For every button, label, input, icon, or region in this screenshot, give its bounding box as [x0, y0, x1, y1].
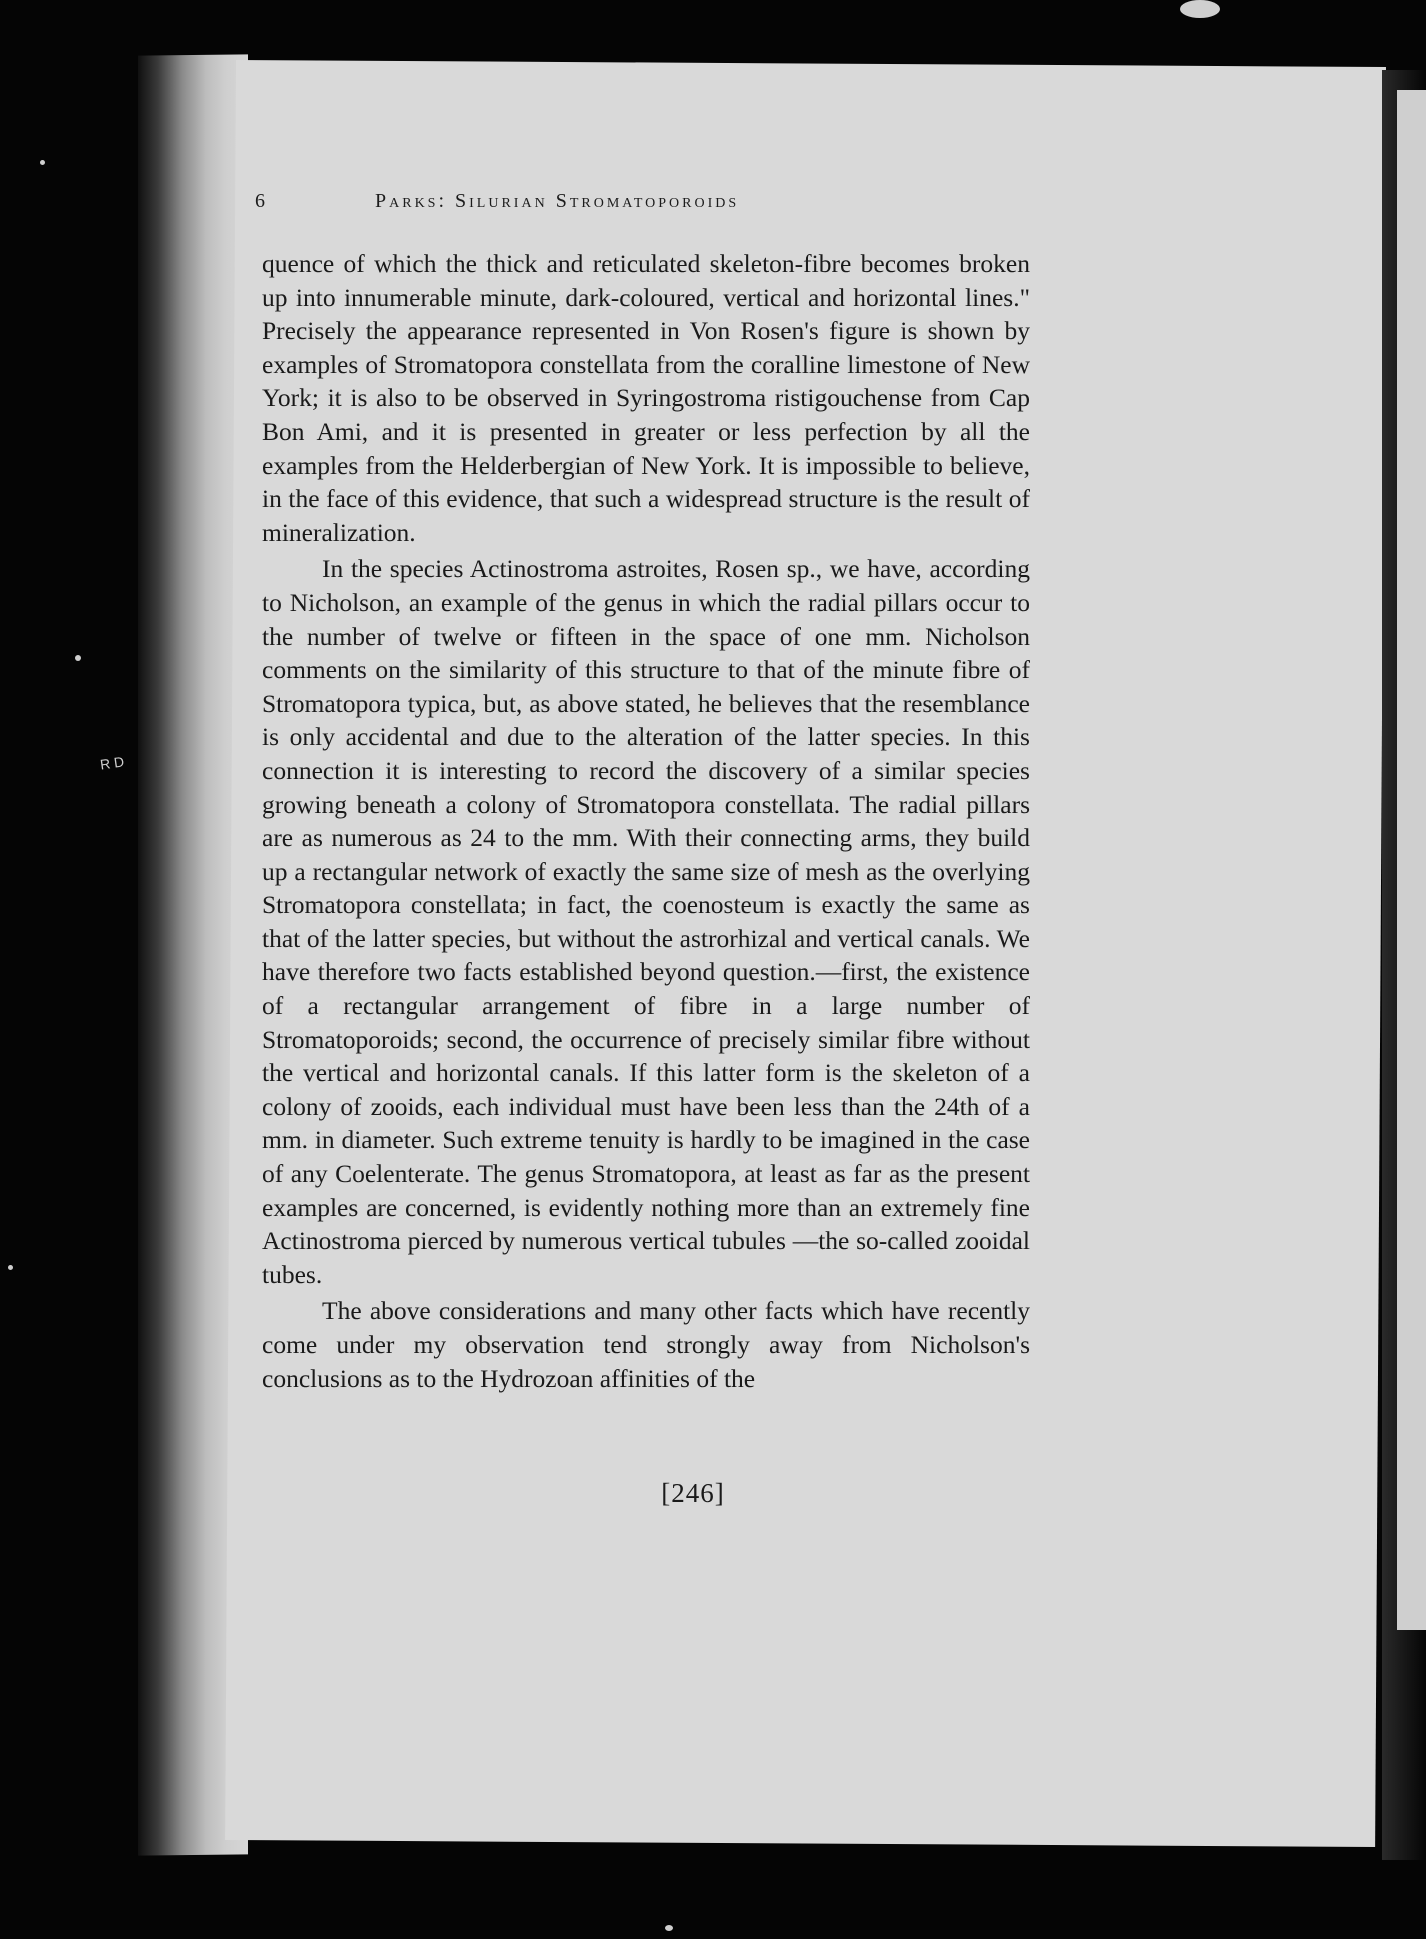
scan-speck	[8, 1265, 13, 1270]
paragraph-3: The above considerations and many other facts which have recently come under my observation tend strongly away from Nicholson's conclusions as to the Hydrozoan affinities of the	[262, 1296, 1030, 1393]
page-number	[0, 1478, 1426, 1509]
paragraph-1: quence of which the thick and reticulated skeleton-fibre becomes broken up into innumerable minute, dark-coloured, vertical and horizontal lines." Precisely the appearance represented in Von Rosen's figure is shown by examples of Stromatopora constellata from the coralline limestone of New York; it is also to be observed in Syringostroma ristigouchense from Cap Bon Ami, and it is presented in greater or less perfection by all the examples from the Helderbergian of New York. It is impossible to believe, in the face of this evidence, that such a widespread structure is the result of mineralization.	[262, 249, 1030, 547]
running-head: Parks: Silurian Stromatoporoids	[375, 190, 740, 212]
scan-speck	[665, 1925, 673, 1931]
body-text	[262, 247, 1030, 1395]
margin-mark: R D	[99, 753, 126, 773]
scan-speck	[1180, 0, 1220, 18]
header-folio: 6	[255, 190, 267, 212]
scan-speck	[75, 655, 81, 661]
facing-page-edge	[1397, 90, 1426, 1630]
paragraph-2: In the species Actinostroma astroites, Rosen sp., we have, according to Nicholson, an example of the genus in which the radial pillars occur to the number of twelve or fifteen in the space of one mm. Nicholson comments on the similarity of this structure to that of the minute fibre of Stromatopora typica, but, as above stated, he believes that the resemblance is only accidental and due to the alteration of the latter species. In this connection it is interesting to record the discovery of a similar species growing beneath a colony of Stromatopora constellata. The radial pillars are as numerous as 24 to the mm. With their connecting arms, they build up a rectangular network of exactly the same size of mesh as the overlying Stromatopora constellata; in fact, the coenosteum is exactly the same as that of the latter species, but without the astrorhizal and vertical canals. We have therefore two facts established beyond question.—first, the existence of a rectangular arrangement of fibre in a large number of Stromatoporoids; second, the occurrence of precisely similar fibre without the vertical and horizontal canals. If this latter form is the skeleton of a colony of zooids, each individual must have been less than the 24th of a mm. in diameter. Such extreme tenuity is hardly to be imagined in the case of any Coelenterate. The genus Stromatopora, at least as far as the present examples are concerned, is evidently nothing more than an extremely fine Actinostroma pierced by numerous vertical tubules —the so-called zooidal tubes.	[262, 554, 1030, 1289]
page-number-text: [246]	[661, 1478, 725, 1508]
scan-speck	[40, 160, 45, 165]
